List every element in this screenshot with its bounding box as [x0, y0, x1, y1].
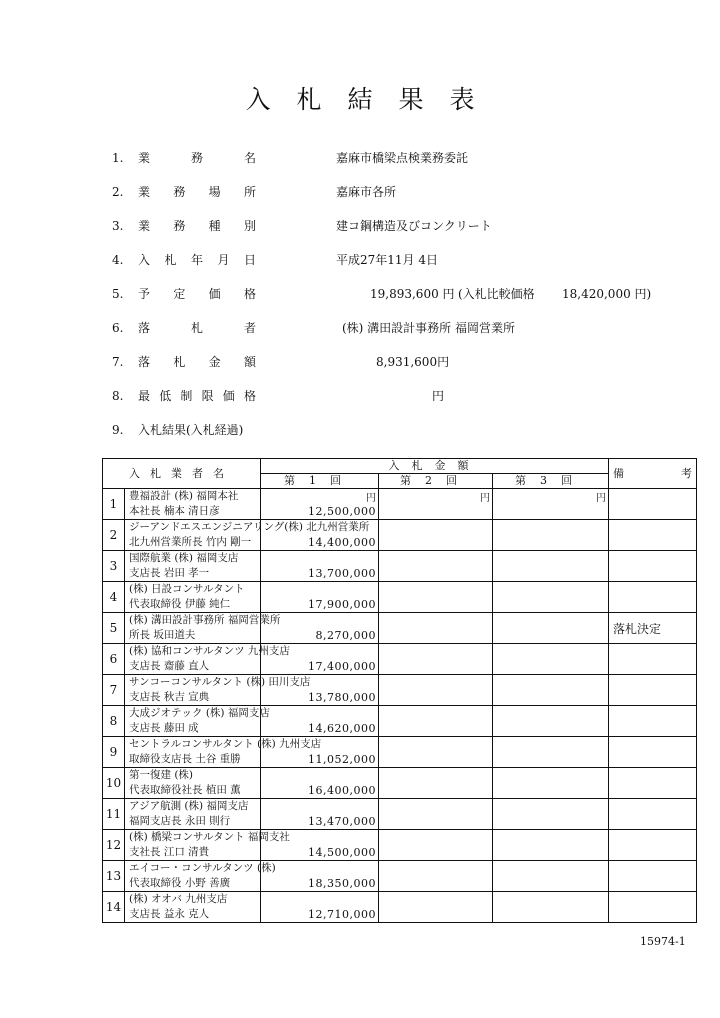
round-1-amount [261, 706, 379, 737]
amount-value: 12,500,000 [308, 505, 376, 518]
header-remarks-left: 備 [613, 467, 624, 480]
remarks-cell [609, 520, 697, 551]
table-row [103, 861, 697, 892]
bidder-company: アジア航測 (株) 福岡支店 [129, 800, 249, 812]
header-round-1: 第1回 [261, 474, 379, 489]
row-number: 1 [103, 489, 125, 520]
field-number: 5. [112, 287, 124, 301]
bidder-company: (株) 橋梁コンサルタント 福岡支社 [129, 831, 290, 843]
compare-label: (入札比較価格 [458, 287, 535, 301]
row-number: 14 [103, 892, 125, 923]
remarks-cell: 落札決定 [609, 613, 697, 644]
row-number: 7 [103, 675, 125, 706]
bidder-company: ジーアンドエスエンジニアリング(株) 北九州営業所 [129, 521, 370, 533]
table-row [103, 582, 697, 613]
amount-value: 14,500,000 [308, 846, 376, 859]
amount-value: 14,620,000 [308, 722, 376, 735]
row-number: 6 [103, 644, 125, 675]
round-2-amount [379, 737, 493, 768]
bidder-name [125, 675, 311, 706]
field-label: 業 務 種 別 [138, 219, 256, 233]
round-1-amount [261, 644, 379, 675]
amount-value: 17,900,000 [308, 598, 376, 611]
row-number: 8 [103, 706, 125, 737]
round-3-amount [493, 861, 609, 892]
field-value: 嘉麻市橋梁点検業務委託 [336, 151, 469, 165]
round-3-amount [493, 613, 609, 644]
round-2-amount [379, 768, 493, 799]
amount-value: 13,470,000 [308, 815, 376, 828]
field-label: 落 札 金 額 [138, 355, 256, 369]
bidder-representative: 代表取締役 伊藤 純仁 [129, 598, 231, 610]
table-row [103, 768, 697, 799]
field-number: 1. [112, 151, 124, 165]
field-label: 落 札 者 [138, 321, 256, 335]
remarks-cell [609, 582, 697, 613]
row-number: 5 [103, 613, 125, 644]
amount-value: 16,400,000 [308, 784, 376, 797]
bidder-representative: 支店長 藤田 成 [129, 722, 199, 734]
row-number: 9 [103, 737, 125, 768]
field-value: 平成27年11月 4日 [336, 253, 438, 267]
bidder-name [125, 489, 261, 520]
field-number: 6. [112, 321, 124, 335]
bidder-company: (株) オオバ 九州支店 [129, 893, 228, 905]
table-row [103, 737, 697, 768]
table-row [103, 675, 697, 706]
field-label: 入 札 年 月 日 [138, 253, 256, 267]
round-3-amount [493, 644, 609, 675]
bid-results-table [102, 458, 697, 923]
round-3-amount [493, 582, 609, 613]
table-row [103, 892, 697, 923]
field-number: 3. [112, 219, 124, 233]
row-number: 4 [103, 582, 125, 613]
amount-value: 13,780,000 [308, 691, 376, 704]
round-1-amount [261, 520, 379, 551]
bidder-company: エイコー・コンサルタンツ (株) [129, 862, 276, 874]
bidder-company: (株) 溝田設計事務所 福岡営業所 [129, 614, 281, 626]
row-number: 2 [103, 520, 125, 551]
bidder-name [125, 892, 261, 923]
round-3-amount [493, 706, 609, 737]
table-row [103, 520, 697, 551]
amount-value: 12,710,000 [308, 908, 376, 921]
bidder-company: 国際航業 (株) 福岡支店 [129, 552, 239, 564]
round-1-amount [261, 582, 379, 613]
round-1-amount [261, 675, 379, 706]
round-2-amount [379, 830, 493, 861]
row-number: 3 [103, 551, 125, 582]
bidder-representative: 取締役支店長 土谷 重勝 [129, 753, 241, 765]
round-2-amount [379, 892, 493, 923]
field-label: 予 定 価 格 [138, 287, 256, 301]
round-1-amount [261, 861, 379, 892]
bidder-company: (株) 日設コンサルタント [129, 583, 245, 595]
round-2-amount [379, 551, 493, 582]
remarks-cell [609, 830, 697, 861]
round-3-amount [493, 737, 609, 768]
bidder-name [125, 644, 290, 675]
table-row [103, 706, 697, 737]
round-1-amount [261, 489, 379, 520]
remarks-cell [609, 675, 697, 706]
remarks-cell [609, 737, 697, 768]
field-label: 入札結果(入札経過) [138, 423, 244, 437]
round-1-amount [261, 768, 379, 799]
round-3-amount [493, 675, 609, 706]
bidder-name [125, 861, 276, 892]
bidder-name [125, 613, 281, 644]
bidder-company: 第一復建 (株) [129, 769, 194, 781]
round-3-amount [493, 830, 609, 861]
round-2-amount [379, 613, 493, 644]
round-2-amount [379, 489, 493, 520]
yen-unit: 円 [480, 493, 490, 504]
bidder-company: サンコーコンサルタント (株) 田川支店 [129, 676, 311, 688]
header-round-3: 第3回 [493, 474, 609, 489]
remarks-cell [609, 861, 697, 892]
row-number: 12 [103, 830, 125, 861]
header-bidder-name: 入札業者名 [103, 459, 261, 489]
table-row [103, 799, 697, 830]
round-2-amount [379, 582, 493, 613]
header-remarks-right: 考 [681, 467, 692, 480]
field-number: 9. [112, 423, 124, 437]
yen-unit: 円 [366, 493, 376, 504]
header-remarks [609, 459, 697, 489]
remarks-cell [609, 489, 697, 520]
bidder-name [125, 768, 261, 799]
round-2-amount [379, 520, 493, 551]
row-number: 10 [103, 768, 125, 799]
field-value: 建コ鋼構造及びコンクリート [336, 219, 492, 233]
bidder-name [125, 582, 261, 613]
round-2-amount [379, 799, 493, 830]
round-1-amount [261, 551, 379, 582]
field-label: 業 務 名 [138, 151, 256, 165]
table-row [103, 830, 697, 861]
bidder-company: (株) 協和コンサルタンツ 九州支店 [129, 645, 290, 657]
remarks-cell [609, 551, 697, 582]
bidder-representative: 支店長 秋吉 宣典 [129, 691, 210, 703]
round-3-amount [493, 768, 609, 799]
remarks-cell [609, 799, 697, 830]
table-row [103, 551, 697, 582]
bidder-name [125, 737, 322, 768]
bidder-representative: 支社長 江口 清貴 [129, 846, 210, 858]
remarks-cell [609, 768, 697, 799]
bidder-representative: 代表取締役社長 植田 薫 [129, 784, 241, 796]
amount-value: 8,270,000 [315, 629, 376, 642]
document-number: 15974-1 [640, 935, 686, 948]
bidder-representative: 支店長 齋藤 直人 [129, 660, 210, 672]
remarks-cell [609, 706, 697, 737]
amount-value: 14,400,000 [308, 536, 376, 549]
round-3-amount [493, 489, 609, 520]
bidder-name [125, 551, 261, 582]
round-1-amount [261, 799, 379, 830]
round-1-amount [261, 892, 379, 923]
bidder-company: 豊福設計 (株) 福岡本社 [129, 490, 239, 502]
round-1-amount [261, 737, 379, 768]
bidder-representative: 北九州営業所長 竹内 剛一 [129, 536, 252, 548]
header-bid-amount: 入札金額 [261, 459, 609, 474]
row-number: 11 [103, 799, 125, 830]
field-value: 円 [432, 389, 445, 403]
row-number: 13 [103, 861, 125, 892]
compare-value: 18,420,000 円) [562, 287, 652, 301]
remarks-cell [609, 644, 697, 675]
field-value: 8,931,600円 [376, 355, 450, 369]
table-row [103, 489, 697, 520]
round-2-amount [379, 706, 493, 737]
field-number: 7. [112, 355, 124, 369]
round-3-amount [493, 892, 609, 923]
field-label: 業 務 場 所 [138, 185, 256, 199]
bidder-representative: 福岡支店長 永田 則行 [129, 815, 231, 827]
field-number: 8. [112, 389, 124, 403]
round-3-amount [493, 551, 609, 582]
bidder-name [125, 706, 270, 737]
amount-value: 17,400,000 [308, 660, 376, 673]
field-value: 19,893,600 円 [370, 287, 455, 301]
field-label: 最 低 制 限 価 格 [138, 389, 256, 403]
amount-value: 18,350,000 [308, 877, 376, 890]
round-3-amount [493, 520, 609, 551]
amount-value: 13,700,000 [308, 567, 376, 580]
bidder-representative: 支店長 益永 克人 [129, 908, 210, 920]
round-2-amount [379, 644, 493, 675]
table-row [103, 644, 697, 675]
bidder-name [125, 799, 261, 830]
field-value: 嘉麻市各所 [336, 185, 397, 199]
bidder-name [125, 830, 290, 861]
page-title: 入札結果表 [245, 85, 501, 114]
remarks-cell [609, 892, 697, 923]
bidder-company: 大成ジオテック (株) 福岡支店 [129, 707, 270, 719]
amount-value: 11,052,000 [308, 753, 376, 766]
yen-unit: 円 [596, 493, 606, 504]
bidder-representative: 所長 坂田道夫 [129, 629, 196, 641]
header-round-2: 第2回 [379, 474, 493, 489]
table-row [103, 613, 697, 644]
bidder-representative: 支店長 岩田 孝一 [129, 567, 210, 579]
round-3-amount [493, 799, 609, 830]
field-value: (株) 溝田設計事務所 福岡営業所 [342, 321, 515, 335]
round-2-amount [379, 675, 493, 706]
bidder-representative: 代表取締役 小野 善廣 [129, 877, 231, 889]
field-number: 2. [112, 185, 124, 199]
round-1-amount [261, 613, 379, 644]
round-2-amount [379, 861, 493, 892]
field-number: 4. [112, 253, 124, 267]
bidder-company: セントラルコンサルタント (株) 九州支店 [129, 738, 322, 750]
bidder-representative: 本社長 楠本 清日彦 [129, 505, 220, 517]
round-1-amount [261, 830, 379, 861]
